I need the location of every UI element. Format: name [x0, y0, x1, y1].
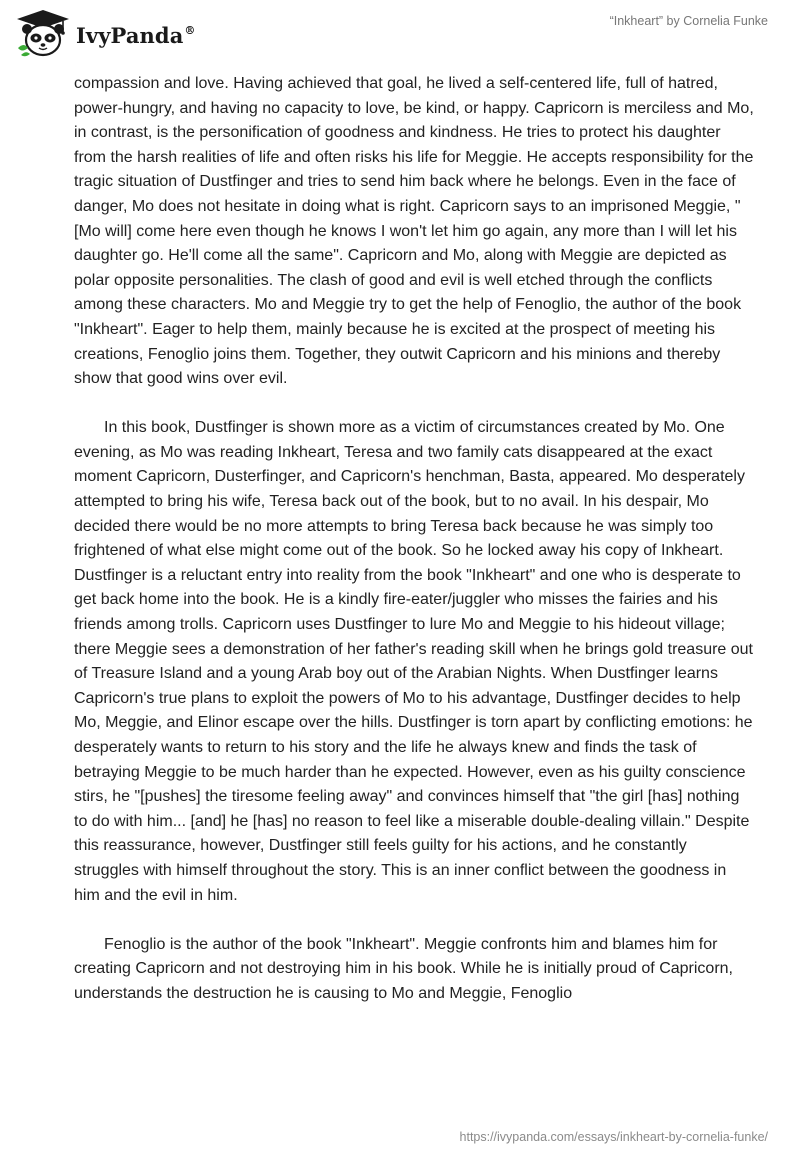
registered-mark: ® — [184, 23, 196, 37]
page-header — [0, 0, 800, 70]
paragraph: Fenoglio is the author of the book "Inkheart". Meggie confronts him and blames him for creating Capricorn and not destroying him in his book. While he is initially proud of Capricorn, understands the destruction he is causing to Mo and Meggie, Fenoglio — [74, 935, 733, 1002]
panda-graduation-cap-icon — [14, 8, 72, 58]
essay-body — [74, 72, 754, 1031]
brand-logo[interactable] — [14, 8, 196, 58]
paragraph: In this book, Dustfinger is shown more as a victim of circumstances created by Mo. One evening, as Mo was reading Inkheart, Teresa and two family cats disappeared at the exact moment Capricorn, Dusterfinger, and Capricorn's henchman, Basta, appeared. Mo desperately attempted to bring his wife, Teresa back out of the book, but to no avail. In his despair, Mo decided there would be no more attempts to bring Teresa back because he was simply too frightened of what else might come out of the book. So he locked away his copy of Inkheart. Dustfinger is a reluctant entry into reality from the book "Inkheart" and one who is desperate to get back home into the book. He is a kindly fire-eater/juggler who misses the fairies and his friends among trolls. Capricorn uses Dustfinger to lure Mo and Meggie to his hideout village; there Meggie sees a demonstration of her father's reading skill when he brings gold treasure out of Treasure Island and a young Arab boy out of the Arabian Nights. When Dustfinger learns Capricorn's true plans to exploit the powers of Mo to his advantage, Dustfinger decides to help Mo, Meggie, and Elinor escape over the hills. Dustfinger is torn apart by conflicting emotions: he desperately wants to return to his story and the life he always knew and finds the task of betraying Meggie to be much harder than he expected. However, even as his guilty conscience stirs, he "[pushes] the tiresome feeling away" and convinces himself that "the girl [has] nothing to do with him... [and] he [has] no reason to feel like a miserable double-dealing villain." Despite this reassurance, however, Dustfinger still feels guilty for his actions, and he constantly struggles with himself throughout the story. This is an inner conflict between the goodness in him and the evil in him. — [74, 419, 753, 904]
source-url[interactable]: https://ivypanda.com/essays/inkheart-by-cornelia-funke/ — [459, 1130, 768, 1144]
document-title: “Inkheart” by Cornelia Funke — [609, 14, 768, 28]
paragraph: compassion and love. Having achieved that goal, he lived a self-centered life, full of hatred, power-hungry, and having no capacity to love, be kind, or happy. Capricorn is merciless and Mo, in contrast, is the personification of goodness and kindness. He tries to protect his daughter from the harsh realities of life and often risks his life for Meggie. He accepts responsibility for the tragic situation of Dustfinger and tries to send him back where he belongs. Even in the face of danger, Mo does not hesitate in doing what is right. Capricorn says to an imprisoned Meggie, "[Mo will] come here even though he knows I won't let him go again, any more than I will let his daughter go. He'll come all the same". Capricorn and Mo, along with Meggie are depicted as polar opposite personalities. The clash of good and evil is well etched through the conflicts among these characters. Mo and Meggie try to get the help of Fenoglio, the author of the book "Inkheart". Eager to help them, mainly because he is excited at the prospect of meeting his creations, Fenoglio joins them. Together, they outwit Capricorn and his minions and thereby show that good wins over evil. — [74, 75, 754, 388]
brand-name: IvyPanda® — [76, 22, 196, 48]
